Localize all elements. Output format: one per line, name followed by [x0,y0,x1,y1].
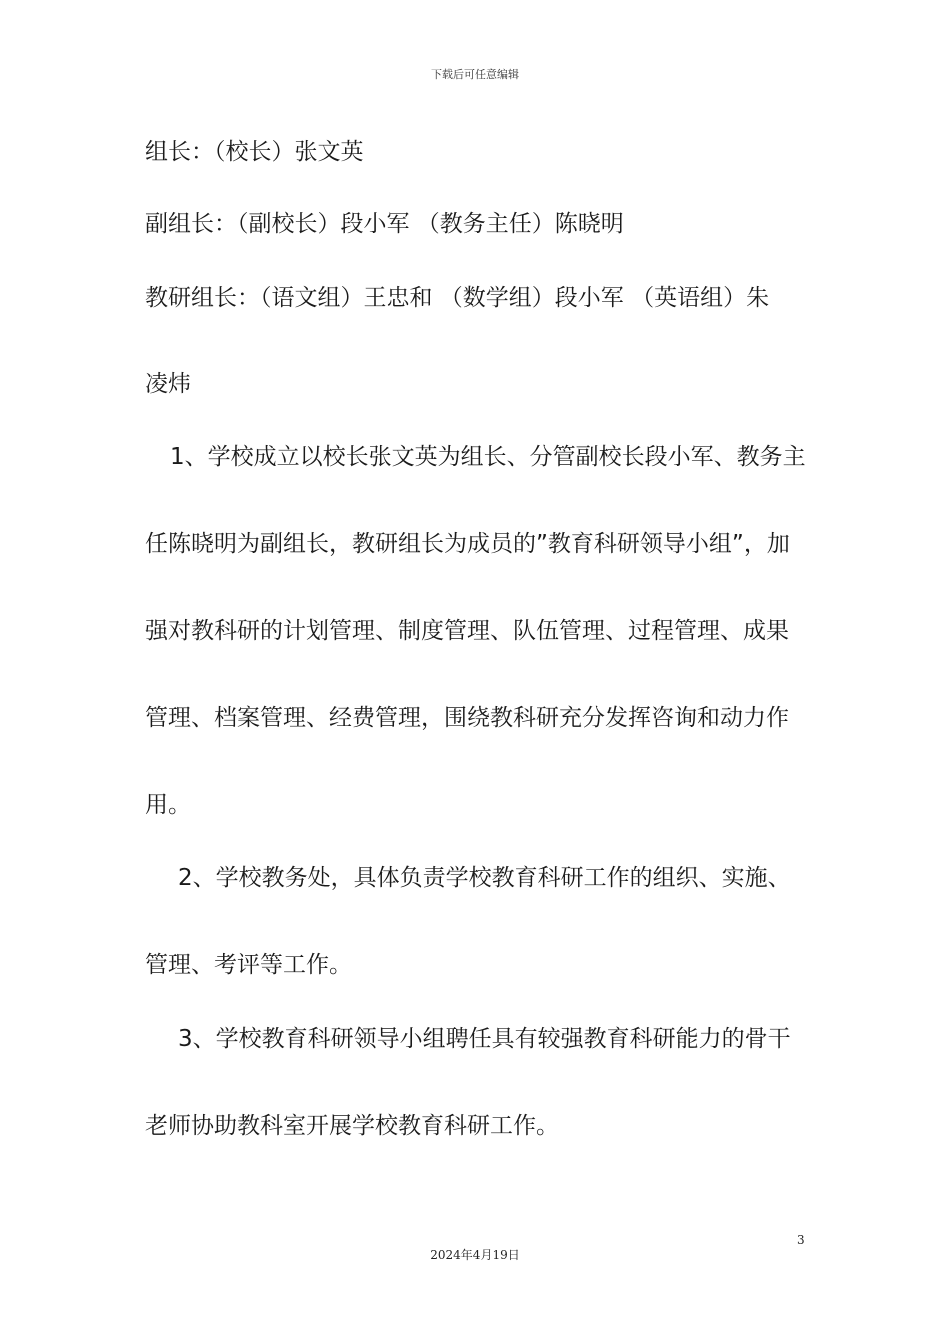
paragraph-3-line-1: 3、学校教育科研领导小组聘任具有较强教育科研能力的骨干 [178,1026,791,1052]
paragraph-1-line-2: 任陈晓明为副组长，教研组长为成员的”教育科研领导小组”，加 [145,531,790,557]
paragraph-2-line-2: 管理、考评等工作。 [145,952,352,978]
paragraph-1-line-1: 1、学校成立以校长张文英为组长、分管副校长段小军、教务主 [170,444,806,470]
header-note: 下载后可任意编辑 [431,68,519,81]
text-line-group-leaders: 教研组长：（语文组）王忠和 （数学组）段小军 （英语组）朱 [145,285,770,311]
paragraph-1-line-4: 管理、档案管理、经费管理，围绕教科研充分发挥咨询和动力作 [145,705,789,731]
paragraph-3-line-2: 老师协助教科室开展学校教育科研工作。 [145,1113,559,1139]
paragraph-2-line-1: 2、学校教务处，具体负责学校教育科研工作的组织、实施、 [178,865,791,891]
text-line-group-leaders-cont: 凌炜 [145,371,191,397]
paragraph-1-line-5: 用。 [145,792,191,818]
footer-date: 2024年4月19日 [430,1248,520,1262]
text-line-leader: 组长：（校长）张文英 [145,139,364,165]
text-line-deputy-leader: 副组长：（副校长）段小军 （教务主任）陈晓明 [145,211,624,237]
page-number: 3 [797,1233,805,1247]
paragraph-1-line-3: 强对教科研的计划管理、制度管理、队伍管理、过程管理、成果 [145,618,789,644]
